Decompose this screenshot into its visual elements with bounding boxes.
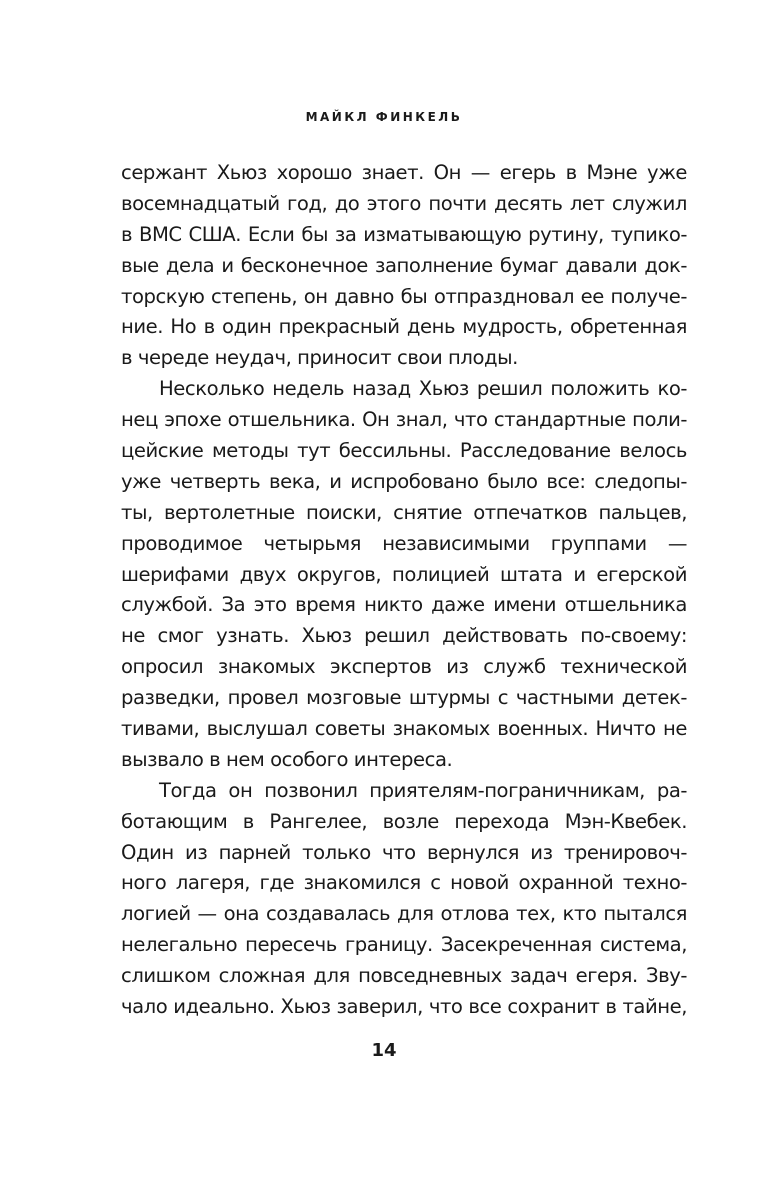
text-line: тивами, выслушал советы знакомых военных. Ничто не bbox=[121, 717, 687, 741]
text-line: опросил знакомых экспертов из служб технической bbox=[121, 655, 687, 679]
text-line: ного лагеря, где знакомился с новой охранной техно- bbox=[121, 871, 687, 895]
paragraph-3 bbox=[121, 776, 687, 1023]
text-line: логией — она создавалась для отлова тех, кто пытался bbox=[121, 902, 687, 926]
text-line: нец эпохе отшельника. Он знал, что стандартные поли- bbox=[121, 408, 687, 432]
page-number: 14 bbox=[371, 1040, 397, 1061]
text-line: вые дела и бесконечное заполнение бумаг давали док- bbox=[121, 253, 687, 277]
text-line: проводимое четырьмя независимыми группами — bbox=[121, 531, 687, 555]
text-line: ние. Но в один прекрасный день мудрость, обретенная bbox=[121, 315, 687, 339]
text-line: слишком сложная для повседневных задач егеря. Зву- bbox=[121, 964, 687, 988]
text-line: нелегально пересечь границу. Засекреченная система, bbox=[121, 933, 687, 957]
paragraph-2 bbox=[121, 374, 687, 776]
text-line: уже четверть века, и испробовано было все: следопы- bbox=[121, 469, 687, 493]
text-line: службой. За это время никто даже имени отшельника bbox=[121, 593, 687, 617]
text-line: восемнадцатый год, до этого почти десять лет служил bbox=[121, 191, 687, 215]
text-line: Один из парней только что вернулся из тренировоч- bbox=[121, 840, 687, 864]
text-line: в череде неудач, приносит свои плоды. bbox=[121, 346, 518, 370]
text-line: чало идеально. Хьюз заверил, что все сохранит в тайне, bbox=[121, 995, 687, 1019]
text-line: цейские методы тут бессильны. Расследование велось bbox=[121, 439, 687, 463]
text-line: ботающим в Рангелее, возле перехода Мэн-Квебек. bbox=[121, 809, 687, 833]
text-line: не смог узнать. Хьюз решил действовать по-своему: bbox=[121, 624, 687, 648]
text-line: в ВМС США. Если бы за изматывающую рутину, тупико- bbox=[121, 222, 687, 246]
running-header: МАЙКЛ ФИНКЕЛЬ bbox=[305, 110, 463, 124]
text-line: шерифами двух округов, полицией штата и егерской bbox=[121, 562, 687, 586]
text-line: Тогда он позвонил приятелям-пограничникам, ра- bbox=[159, 778, 687, 802]
body-text bbox=[121, 158, 687, 1023]
text-line: сержант Хьюз хорошо знает. Он — егерь в Мэне уже bbox=[121, 161, 687, 184]
paragraph-1 bbox=[121, 158, 687, 374]
text-line: разведки, провел мозговые штурмы с частными детек- bbox=[121, 686, 687, 710]
text-line: торскую степень, он давно бы отпраздновал ее получе- bbox=[121, 284, 687, 308]
text-line: ты, вертолетные поиски, снятие отпечатков пальцев, bbox=[121, 500, 687, 524]
text-line: Несколько недель назад Хьюз решил положить ко- bbox=[159, 377, 687, 401]
text-line: вызвало в нем особого интереса. bbox=[121, 747, 453, 771]
